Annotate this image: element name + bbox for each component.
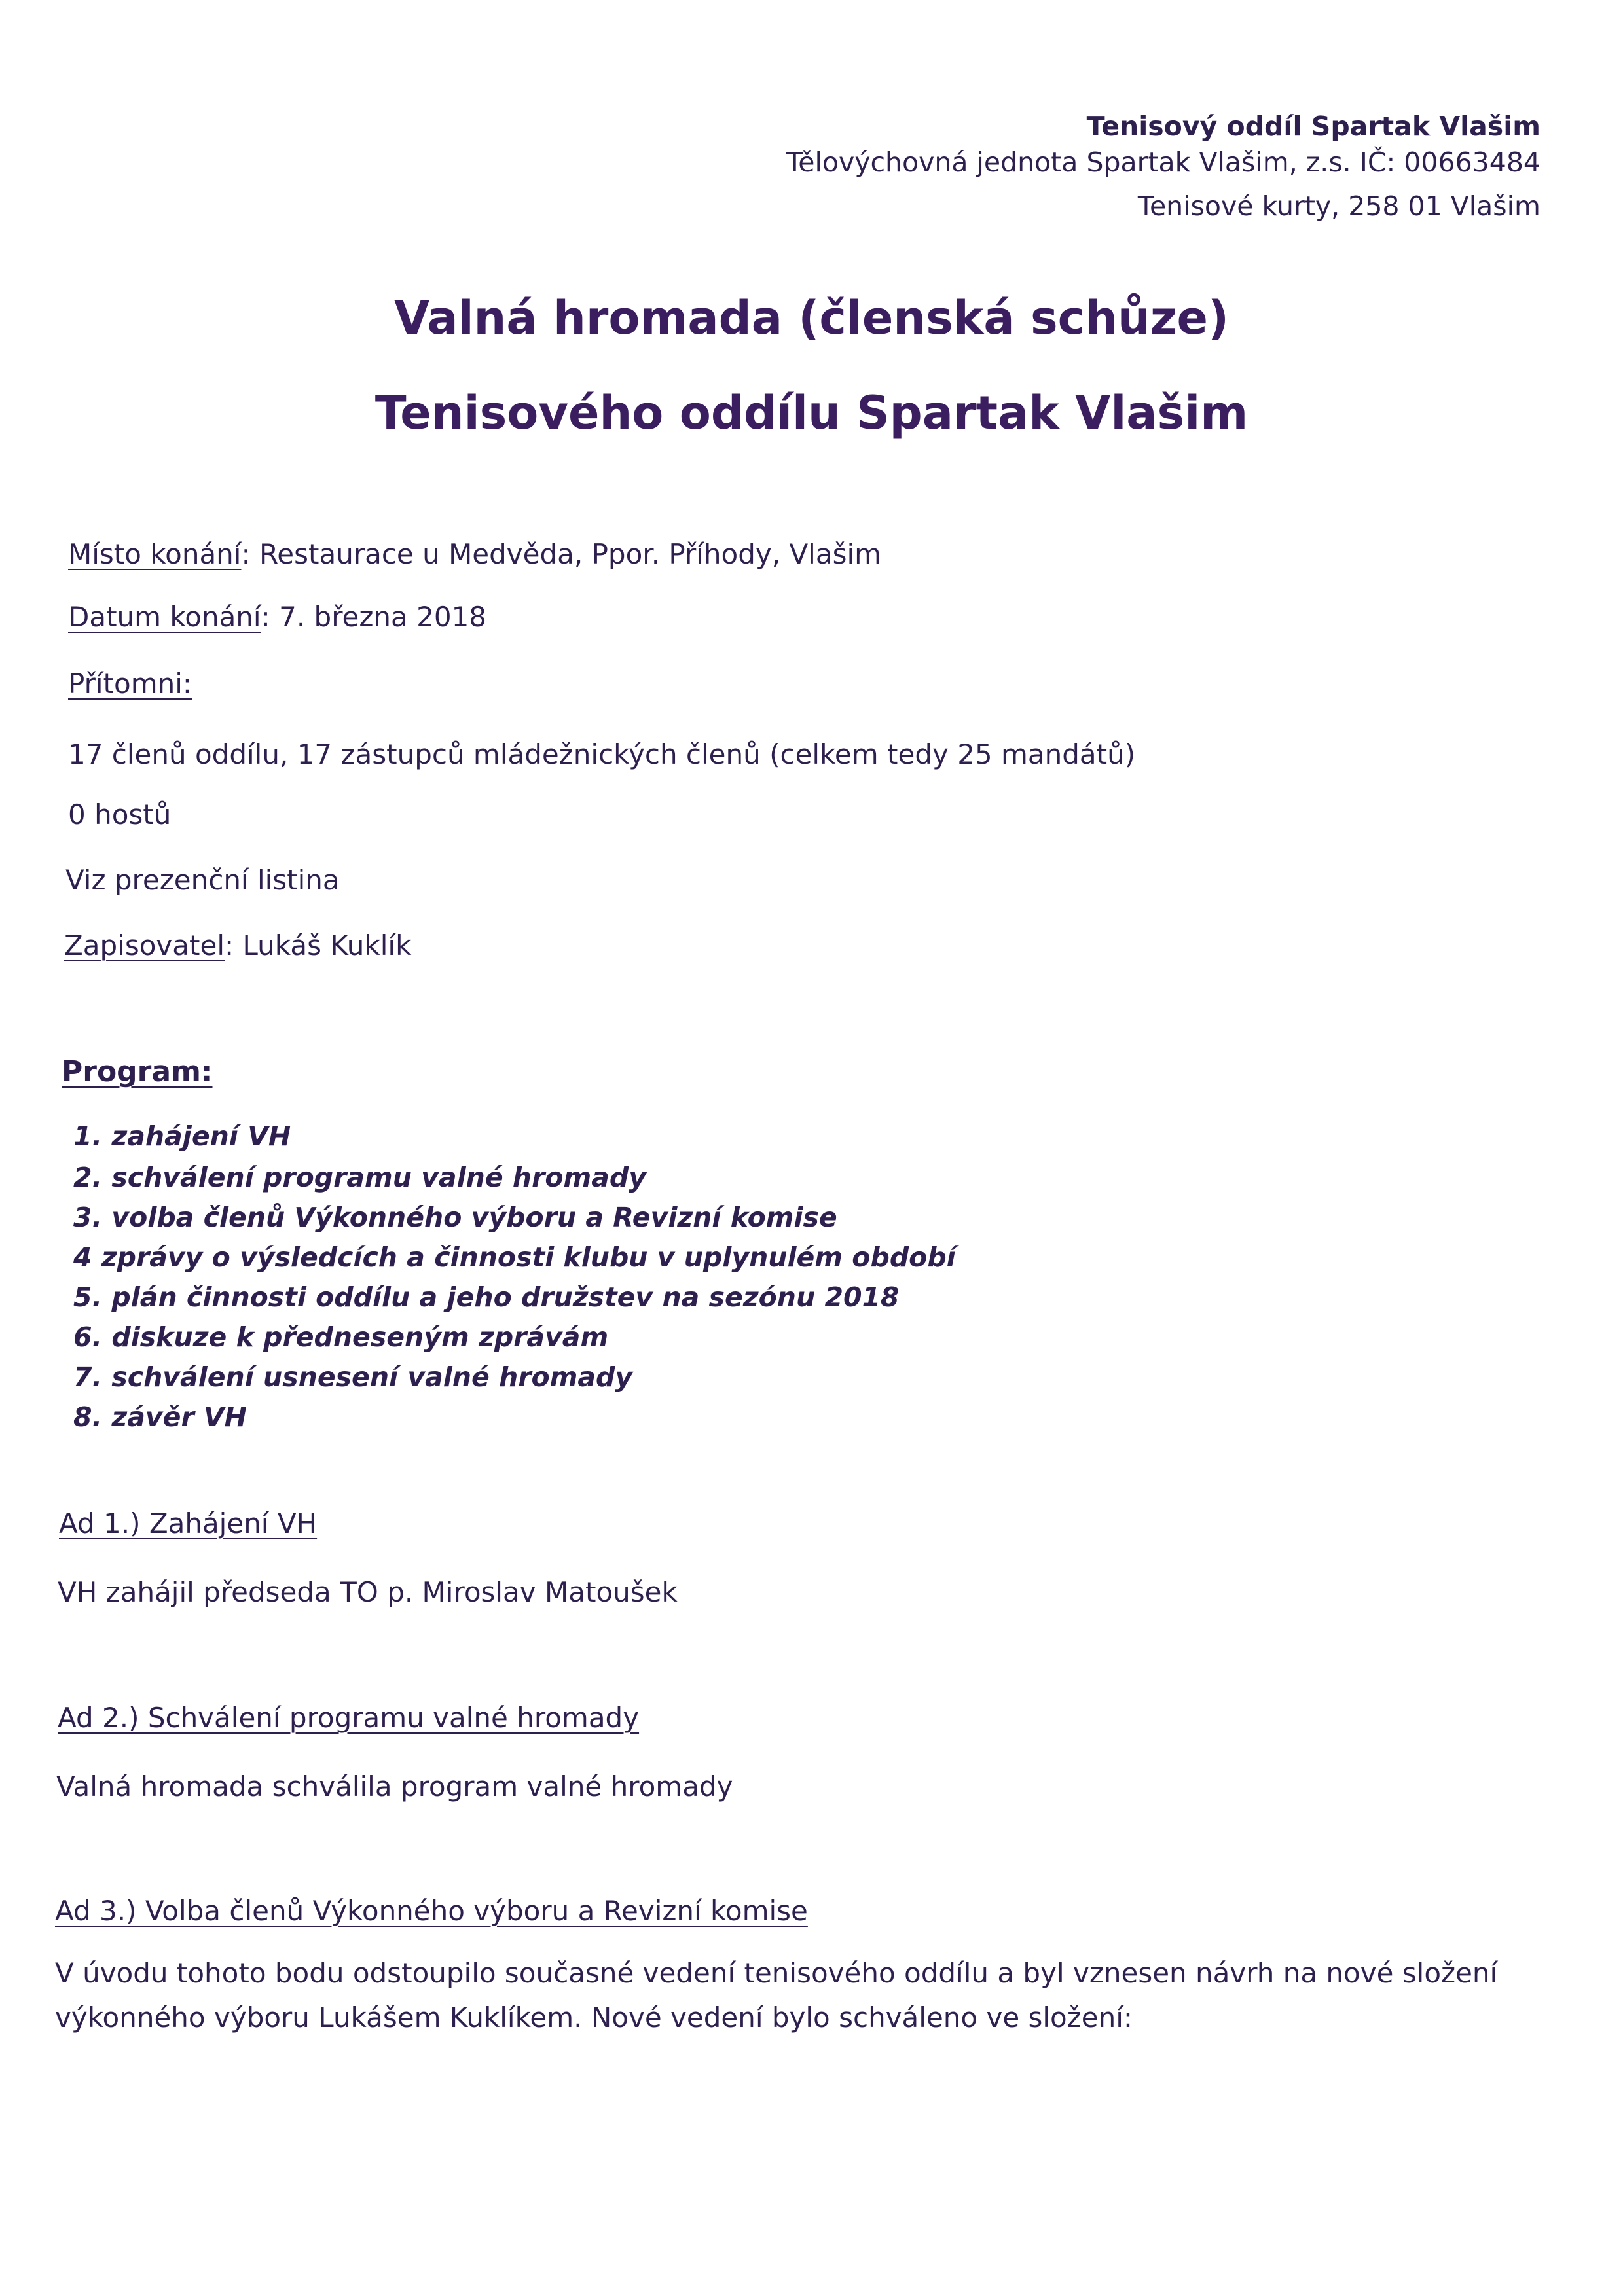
header-org: Tenisový oddíl Spartak Vlašim [1086,111,1541,142]
place-line [68,538,881,571]
date-label: Datum konání [68,601,261,633]
guests-line: 0 hostů [68,798,172,831]
attendance-list-line: Viz prezenční listina [65,864,340,896]
recorder-label: Zapisovatel [64,929,225,961]
present-label: Přítomni: [68,668,192,700]
section-text-3b: výkonného výboru Lukášem Kuklíkem. Nové vedení bylo schváleno ve složení: [55,2001,1133,2034]
header-union: Tělovýchovná jednota Spartak Vlašim, z.s. IČ: 00663484 [786,147,1541,178]
program-item: 2. schválení programu valné hromady [73,1162,646,1193]
section-heading-2: Ad 2.) Schválení programu valné hromady [58,1702,640,1734]
section-text-3a: V úvodu tohoto bodu odstoupilo současné vedení tenisového oddílu a byl vznesen návrh na nové složení [55,1957,1498,1989]
recorder-line [64,929,411,962]
date-value: : 7. března 2018 [261,601,487,633]
program-item: 1. zahájení VH [73,1121,291,1152]
place-label: Místo konání [68,538,242,570]
program-heading: Program: [62,1055,213,1088]
members-line: 17 členů oddílu, 17 zástupců mládežnických členů (celkem tedy 25 mandátů) [68,738,1136,770]
section-text-2: Valná hromada schválila program valné hromady [56,1770,733,1803]
place-value: : Restaurace u Medvěda, Ppor. Příhody, Vlašim [241,538,882,570]
program-item: 6. diskuze k předneseným zprávám [73,1321,609,1353]
program-item: 7. schválení usnesení valné hromady [73,1361,633,1393]
program-item: 5. plán činnosti oddílu a jeho družstev na sezónu 2018 [73,1282,900,1313]
section-text-1: VH zahájil předseda TO p. Miroslav Matoušek [58,1576,678,1608]
program-item: 8. závěr VH [73,1401,247,1433]
document-subtitle: Tenisového oddílu Spartak Vlašim [374,386,1249,440]
header-address: Tenisové kurty, 258 01 Vlašim [1137,190,1541,222]
recorder-value: : Lukáš Kuklík [225,929,412,961]
date-line [68,601,486,634]
program-item: 4 zprávy o výsledcích a činnosti klubu v uplynulém období [73,1242,956,1273]
document-title: Valná hromada (členská schůze) [393,291,1229,345]
program-item: 3. volba členů Výkonného výboru a Revizní komise [73,1202,837,1233]
section-heading-3: Ad 3.) Volba členů Výkonného výboru a Revizní komise [55,1895,808,1927]
section-heading-1: Ad 1.) Zahájení VH [59,1507,318,1539]
